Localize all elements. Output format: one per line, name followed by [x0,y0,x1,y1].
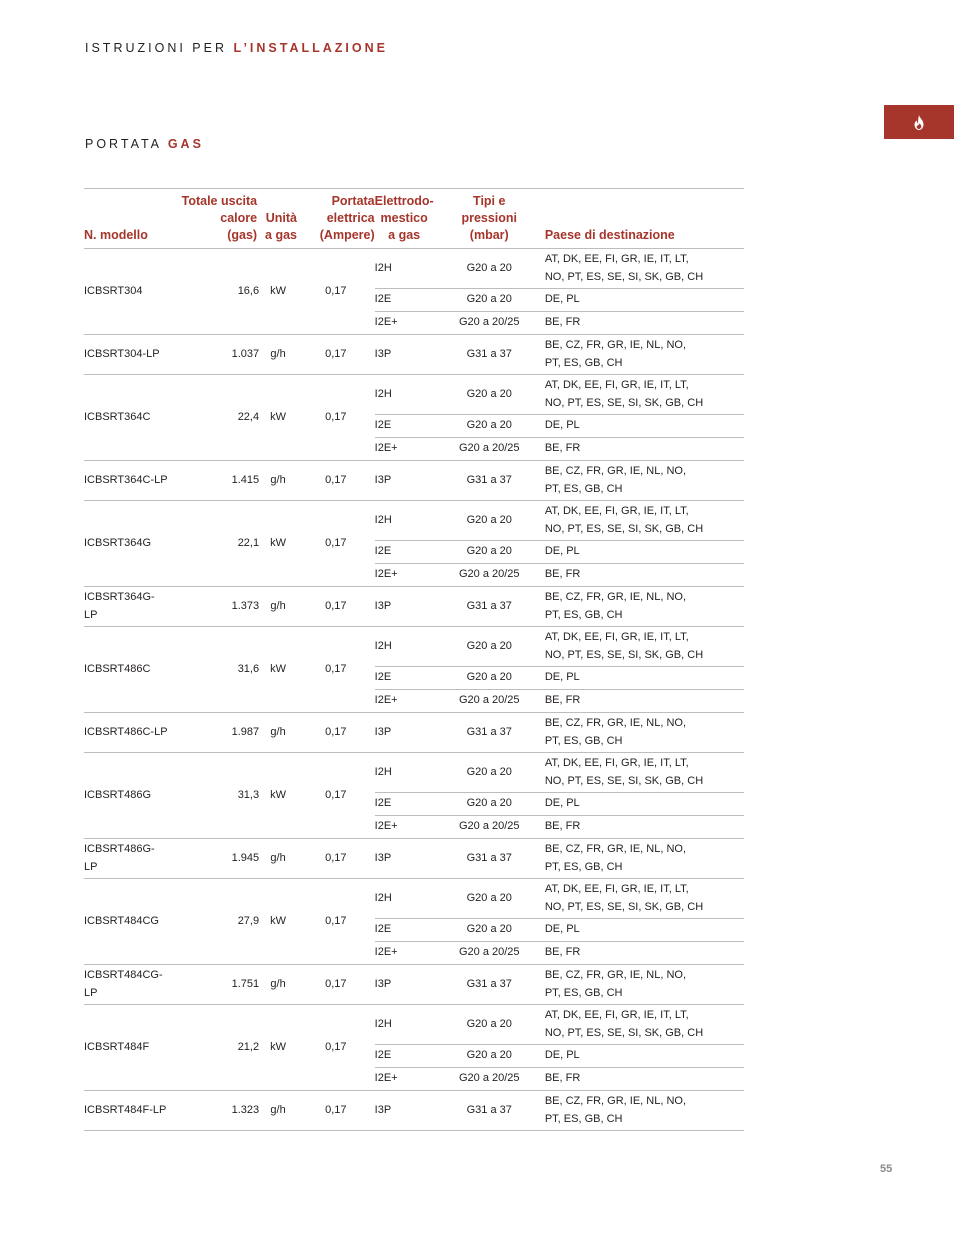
appliance-category-cell: I2E+ [375,1068,434,1091]
appliance-category-cell: I3P [375,965,434,1005]
country-line: PT, ES, GB, CH [544,1112,623,1125]
country-cell [545,587,744,627]
country-line: NO, PT, ES, SE, SI, SK, GB, CH [544,396,704,409]
pressure-cell: G20 a 20 [434,289,545,312]
electric-rating-cell: 0,17 [297,1091,375,1131]
appliance-category-cell: I3P [375,713,434,753]
electric-rating-cell: 0,17 [297,249,375,335]
appliance-category-cell: I2H [375,501,434,541]
model-cell: ICBSRT486C-LP [84,713,168,753]
pressure-cell: G20 a 20/25 [434,816,545,839]
appliance-category-cell: I2E+ [375,564,434,587]
appliance-category-cell: I3P [375,461,434,501]
appliance-category-cell: I2H [375,1005,434,1045]
appliance-category-cell: I2E [375,289,434,312]
electric-rating-cell: 0,17 [297,713,375,753]
country-line: NO, PT, ES, SE, SI, SK, GB, CH [544,1026,704,1039]
heat-output-cell: 22,1 [168,501,259,587]
header-appliance: Elettrodo- mestico a gas [375,189,434,249]
pressure-cell: G20 a 20 [434,415,545,438]
country-line: DE, PL [544,545,580,558]
gas-unit-cell: g/h [259,587,297,627]
table-row [84,335,744,375]
pressure-cell: G20 a 20 [434,501,545,541]
table-row [84,249,744,289]
country-cell [545,312,744,335]
appliance-category-cell: I3P [375,839,434,879]
pressure-cell: G20 a 20/25 [434,438,545,461]
heat-output-cell: 16,6 [168,249,259,335]
country-cell [545,1005,744,1045]
country-cell [545,753,744,793]
heat-output-cell: 31,6 [168,627,259,713]
pressure-cell: G20 a 20 [434,375,545,415]
country-line: BE, FR [544,316,581,329]
appliance-category-cell: I2H [375,375,434,415]
country-cell [545,289,744,312]
heat-output-cell: 1.373 [168,587,259,627]
country-cell [545,438,744,461]
electric-rating-cell: 0,17 [297,501,375,587]
gas-unit-cell: g/h [259,965,297,1005]
heat-output-cell: 1.987 [168,713,259,753]
country-line: AT, DK, EE, FI, GR, IE, IT, LT, [544,505,689,517]
heat-output-cell: 1.415 [168,461,259,501]
appliance-category-cell: I3P [375,1091,434,1131]
section-title [85,137,204,151]
gas-rate-table [84,188,744,1131]
model-cell: ICBSRT484CG-LP [84,965,168,1005]
country-line: BE, FR [544,568,581,581]
section-title-prefix: PORTATA [85,137,162,151]
model-cell: ICBSRT486G [84,753,168,839]
country-line: BE, FR [544,1072,581,1085]
electric-rating-cell: 0,17 [297,879,375,965]
country-line: BE, CZ, FR, GR, IE, NL, NO, [544,969,687,981]
electric-rating-cell: 0,17 [297,965,375,1005]
country-cell [545,690,744,713]
country-line: DE, PL [544,419,580,432]
country-line: BE, FR [544,694,581,707]
gas-unit-cell: kW [259,627,297,713]
heat-output-cell: 27,9 [168,879,259,965]
pressure-cell: G31 a 37 [434,335,545,375]
country-line: BE, CZ, FR, GR, IE, NL, NO, [544,843,687,855]
pressure-cell: G31 a 37 [434,713,545,753]
header-gas-unit: Unità a gas [259,189,297,249]
pressure-cell: G31 a 37 [434,965,545,1005]
appliance-category-cell: I3P [375,587,434,627]
table-row [84,879,744,919]
appliance-category-cell: I2E [375,667,434,690]
appliance-category-cell: I2E+ [375,942,434,965]
heat-output-cell: 1.945 [168,839,259,879]
gas-unit-cell: kW [259,1005,297,1091]
country-line: BE, CZ, FR, GR, IE, NL, NO, [544,717,687,729]
model-cell: ICBSRT364G-LP [84,587,168,627]
country-cell [545,965,744,1005]
country-cell [545,793,744,816]
table-body [84,249,744,1131]
country-line: BE, FR [544,946,581,959]
country-line: AT, DK, EE, FI, GR, IE, IT, LT, [544,253,689,265]
pressure-cell: G31 a 37 [434,1091,545,1131]
pressure-cell: G20 a 20 [434,627,545,667]
model-cell: ICBSRT484F [84,1005,168,1091]
header-emphasis: L’INSTALLAZIONE [233,41,388,55]
header-country: Paese di destinazione [545,189,744,249]
page-number: 55 [880,1163,893,1175]
country-cell [545,816,744,839]
electric-rating-cell: 0,17 [297,335,375,375]
country-line: NO, PT, ES, SE, SI, SK, GB, CH [544,270,704,283]
country-line: BE, CZ, FR, GR, IE, NL, NO, [544,465,687,477]
gas-unit-cell: g/h [259,335,297,375]
pressure-cell: G20 a 20/25 [434,1068,545,1091]
appliance-category-cell: I2E [375,541,434,564]
table-row [84,839,744,879]
table-row [84,375,744,415]
table-header-row [84,189,744,249]
heat-output-cell: 1.037 [168,335,259,375]
country-cell [545,415,744,438]
electric-rating-cell: 0,17 [297,839,375,879]
pressure-cell: G31 a 37 [434,461,545,501]
electric-rating-cell: 0,17 [297,587,375,627]
country-cell [545,541,744,564]
pressure-cell: G20 a 20 [434,541,545,564]
pressure-cell: G20 a 20 [434,879,545,919]
appliance-category-cell: I2E+ [375,816,434,839]
country-line: PT, ES, GB, CH [544,482,623,495]
country-line: PT, ES, GB, CH [544,608,623,621]
country-line: AT, DK, EE, FI, GR, IE, IT, LT, [544,631,689,643]
electric-rating-cell: 0,17 [297,461,375,501]
country-line: BE, CZ, FR, GR, IE, NL, NO, [544,591,687,603]
gas-unit-cell: kW [259,879,297,965]
gas-unit-cell: kW [259,249,297,335]
country-line: DE, PL [544,671,580,684]
country-line: BE, FR [544,820,581,833]
appliance-category-cell: I2H [375,249,434,289]
gas-unit-cell: g/h [259,713,297,753]
appliance-category-cell: I2H [375,879,434,919]
appliance-category-cell: I2E [375,1045,434,1068]
country-cell [545,1045,744,1068]
country-line: PT, ES, GB, CH [544,986,623,999]
table-row [84,1005,744,1045]
electric-rating-cell: 0,17 [297,627,375,713]
country-line: DE, PL [544,797,580,810]
electric-rating-cell: 0,17 [297,753,375,839]
pressure-cell: G20 a 20 [434,667,545,690]
model-cell: ICBSRT364C-LP [84,461,168,501]
country-line: PT, ES, GB, CH [544,356,623,369]
model-cell: ICBSRT364C [84,375,168,461]
country-cell [545,461,744,501]
heat-output-cell: 21,2 [168,1005,259,1091]
country-line: BE, CZ, FR, GR, IE, NL, NO, [544,339,687,351]
pressure-cell: G20 a 20 [434,793,545,816]
country-cell [545,713,744,753]
country-line: AT, DK, EE, FI, GR, IE, IT, LT, [544,757,689,769]
model-cell: ICBSRT484F-LP [84,1091,168,1131]
country-cell [545,627,744,667]
heat-output-cell: 1.751 [168,965,259,1005]
country-line: NO, PT, ES, SE, SI, SK, GB, CH [544,774,704,787]
country-cell [545,564,744,587]
appliance-category-cell: I2E [375,415,434,438]
pressure-cell: G20 a 20 [434,919,545,942]
country-cell [545,1068,744,1091]
country-cell [545,839,744,879]
model-cell: ICBSRT486C [84,627,168,713]
appliance-category-cell: I2E [375,793,434,816]
country-cell [545,501,744,541]
appliance-category-cell: I3P [375,335,434,375]
pressure-cell: G20 a 20 [434,1005,545,1045]
appliance-category-cell: I2H [375,627,434,667]
gas-unit-cell: g/h [259,839,297,879]
table-row [84,713,744,753]
country-line: NO, PT, ES, SE, SI, SK, GB, CH [544,522,704,535]
pressure-cell: G20 a 20/25 [434,564,545,587]
heat-output-cell: 1.323 [168,1091,259,1131]
table-row [84,965,744,1005]
country-cell [545,249,744,289]
model-cell: ICBSRT486G-LP [84,839,168,879]
country-line: DE, PL [544,1049,580,1062]
flame-icon [913,115,925,130]
table-row [84,627,744,667]
model-cell: ICBSRT364G [84,501,168,587]
country-cell [545,942,744,965]
country-cell [545,879,744,919]
header-electric-rating: Portata elettrica (Ampere) [297,189,375,249]
pressure-cell: G20 a 20/25 [434,942,545,965]
country-cell [545,667,744,690]
country-line: NO, PT, ES, SE, SI, SK, GB, CH [544,648,704,661]
gas-unit-cell: kW [259,753,297,839]
model-cell: ICBSRT304 [84,249,168,335]
country-cell [545,375,744,415]
pressure-cell: G31 a 37 [434,587,545,627]
table-row [84,501,744,541]
country-line: BE, CZ, FR, GR, IE, NL, NO, [544,1095,687,1107]
country-line: AT, DK, EE, FI, GR, IE, IT, LT, [544,883,689,895]
table-row [84,753,744,793]
appliance-category-cell: I2E+ [375,438,434,461]
pressure-cell: G20 a 20/25 [434,690,545,713]
country-line: AT, DK, EE, FI, GR, IE, IT, LT, [544,379,689,391]
table-row [84,1091,744,1131]
country-line: DE, PL [544,923,580,936]
header-heat-output: Totale uscita calore (gas) [168,189,259,249]
country-line: NO, PT, ES, SE, SI, SK, GB, CH [544,900,704,913]
model-cell: ICBSRT484CG [84,879,168,965]
pressure-cell: G31 a 37 [434,839,545,879]
country-cell [545,335,744,375]
section-title-emphasis: GAS [167,137,204,151]
gas-unit-cell: kW [259,375,297,461]
appliance-category-cell: I2H [375,753,434,793]
electric-rating-cell: 0,17 [297,1005,375,1091]
country-line: PT, ES, GB, CH [544,734,623,747]
table-row [84,461,744,501]
country-cell [545,919,744,942]
header-pressure: Tipi e pressioni (mbar) [434,189,545,249]
appliance-category-cell: I2E+ [375,690,434,713]
pressure-cell: G20 a 20 [434,249,545,289]
gas-unit-cell: g/h [259,461,297,501]
country-cell [545,1091,744,1131]
gas-unit-cell: g/h [259,1091,297,1131]
section-tab [884,105,954,139]
table-row [84,587,744,627]
heat-output-cell: 22,4 [168,375,259,461]
pressure-cell: G20 a 20/25 [434,312,545,335]
page-header [85,41,388,55]
country-line: AT, DK, EE, FI, GR, IE, IT, LT, [544,1009,689,1021]
pressure-cell: G20 a 20 [434,1045,545,1068]
pressure-cell: G20 a 20 [434,753,545,793]
header-model: N. modello [84,189,168,249]
heat-output-cell: 31,3 [168,753,259,839]
appliance-category-cell: I2E [375,919,434,942]
gas-unit-cell: kW [259,501,297,587]
appliance-category-cell: I2E+ [375,312,434,335]
header-prefix: ISTRUZIONI PER [85,41,228,55]
electric-rating-cell: 0,17 [297,375,375,461]
country-line: DE, PL [544,293,580,306]
model-cell: ICBSRT304-LP [84,335,168,375]
country-line: PT, ES, GB, CH [544,860,623,873]
country-line: BE, FR [544,442,581,455]
